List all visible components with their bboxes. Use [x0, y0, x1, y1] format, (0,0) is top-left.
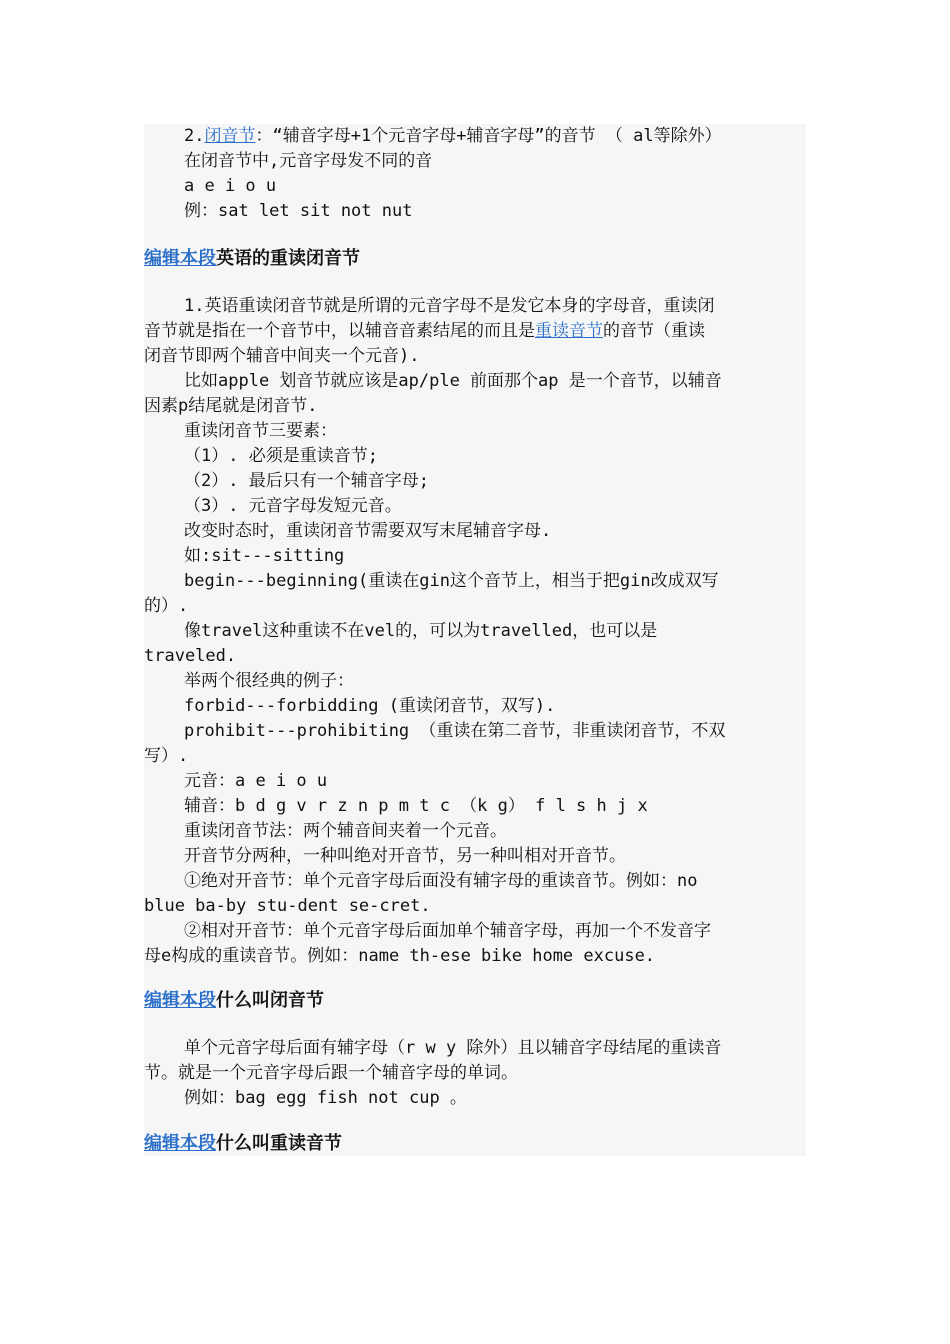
edit-section-link[interactable]: 编辑本段 — [144, 1133, 216, 1154]
paragraph-line: 重读闭音节三要素： — [184, 421, 337, 441]
intro-line: 例：sat let sit not nut — [184, 201, 413, 221]
edit-section-link[interactable]: 编辑本段 — [144, 990, 216, 1011]
document-page — [144, 124, 806, 1156]
paragraph-line: 写）. — [144, 746, 189, 766]
list-item: （3）. 元音字母发短元音。 — [184, 496, 402, 516]
paragraph-line: 的）. — [144, 596, 189, 616]
paragraph-line: 举两个很经典的例子： — [184, 671, 354, 691]
list-item: （1）. 必须是重读音节; — [184, 446, 378, 466]
paragraph-line: prohibit---prohibiting （重读在第二音节，非重读闭音节，不双 — [184, 721, 726, 741]
stressed-syllable-link[interactable]: 重读音节 — [535, 321, 603, 341]
section-heading — [144, 988, 324, 1014]
intro-number: 2. — [184, 126, 205, 146]
intro-definition: ：“辅音字母+1个元音字母+辅音字母”的音节 （ al等除外） — [255, 126, 722, 146]
intro-line: a e i o u — [184, 176, 277, 196]
paragraph-line: begin---beginning(重读在gin这个音节上，相当于把gin改成双写 — [184, 571, 719, 591]
paragraph-line: traveled. — [144, 646, 237, 666]
paragraph-line: 因素p结尾就是闭音节. — [144, 396, 318, 416]
paragraph-line: ②相对开音节：单个元音字母后面加单个辅音字母，再加一个不发音字 — [184, 921, 711, 941]
intro-line: 在闭音节中,元音字母发不同的音 — [184, 151, 433, 171]
paragraph-line: forbid---forbidding (重读闭音节，双写). — [184, 696, 556, 716]
paragraph-line: ①绝对开音节：单个元音字母后面没有辅字母的重读音节。例如：no — [184, 871, 698, 891]
paragraph-line: 单个元音字母后面有辅字母（r w y 除外）且以辅音字母结尾的重读音 — [184, 1038, 722, 1058]
section-heading — [144, 246, 360, 272]
list-item: （2）. 最后只有一个辅音字母; — [184, 471, 429, 491]
paragraph-line: 例如：bag egg fish not cup 。 — [184, 1088, 467, 1108]
paragraph-line: 节。就是一个元音字母后跟一个辅音字母的单词。 — [144, 1063, 518, 1083]
section-title: 什么叫重读音节 — [216, 1133, 342, 1154]
paragraph-line: blue ba-by stu-dent se-cret. — [144, 896, 431, 916]
paragraph-line: 改变时态时，重读闭音节需要双写末尾辅音字母. — [184, 521, 552, 541]
paragraph-line: 母e构成的重读音节。例如：name th-ese bike home excuse. — [144, 946, 656, 966]
section-heading — [144, 1131, 342, 1157]
intro-line — [144, 124, 806, 149]
paragraph-line — [144, 319, 806, 344]
paragraph-line: 1.英语重读闭音节就是所谓的元音字母不是发它本身的字母音，重读闭 — [184, 296, 715, 316]
paragraph-line: 比如apple 划音节就应该是ap/ple 前面那个ap 是一个音节，以辅音 — [184, 371, 722, 391]
paragraph-line: 闭音节即两个辅音中间夹一个元音). — [144, 346, 420, 366]
text-span: 音节就是指在一个音节中，以辅音音素结尾的而且是 — [144, 321, 535, 341]
closed-syllable-link[interactable]: 闭音节 — [204, 126, 256, 146]
paragraph-line: 元音：a e i o u — [184, 771, 328, 791]
paragraph-line: 如:sit---sitting — [184, 546, 345, 566]
paragraph-line: 重读闭音节法：两个辅音间夹着一个元音。 — [184, 821, 507, 841]
edit-section-link[interactable]: 编辑本段 — [144, 248, 216, 269]
section-title: 什么叫闭音节 — [216, 990, 324, 1011]
paragraph-line: 像travel这种重读不在vel的，可以为travelled，也可以是 — [184, 621, 658, 641]
section-title: 英语的重读闭音节 — [216, 248, 360, 269]
text-span: 的音节（重读 — [603, 321, 705, 341]
paragraph-line: 开音节分两种，一种叫绝对开音节，另一种叫相对开音节。 — [184, 846, 626, 866]
paragraph-line: 辅音：b d g v r z n p m t c （k g） f l s h j x — [184, 796, 648, 816]
